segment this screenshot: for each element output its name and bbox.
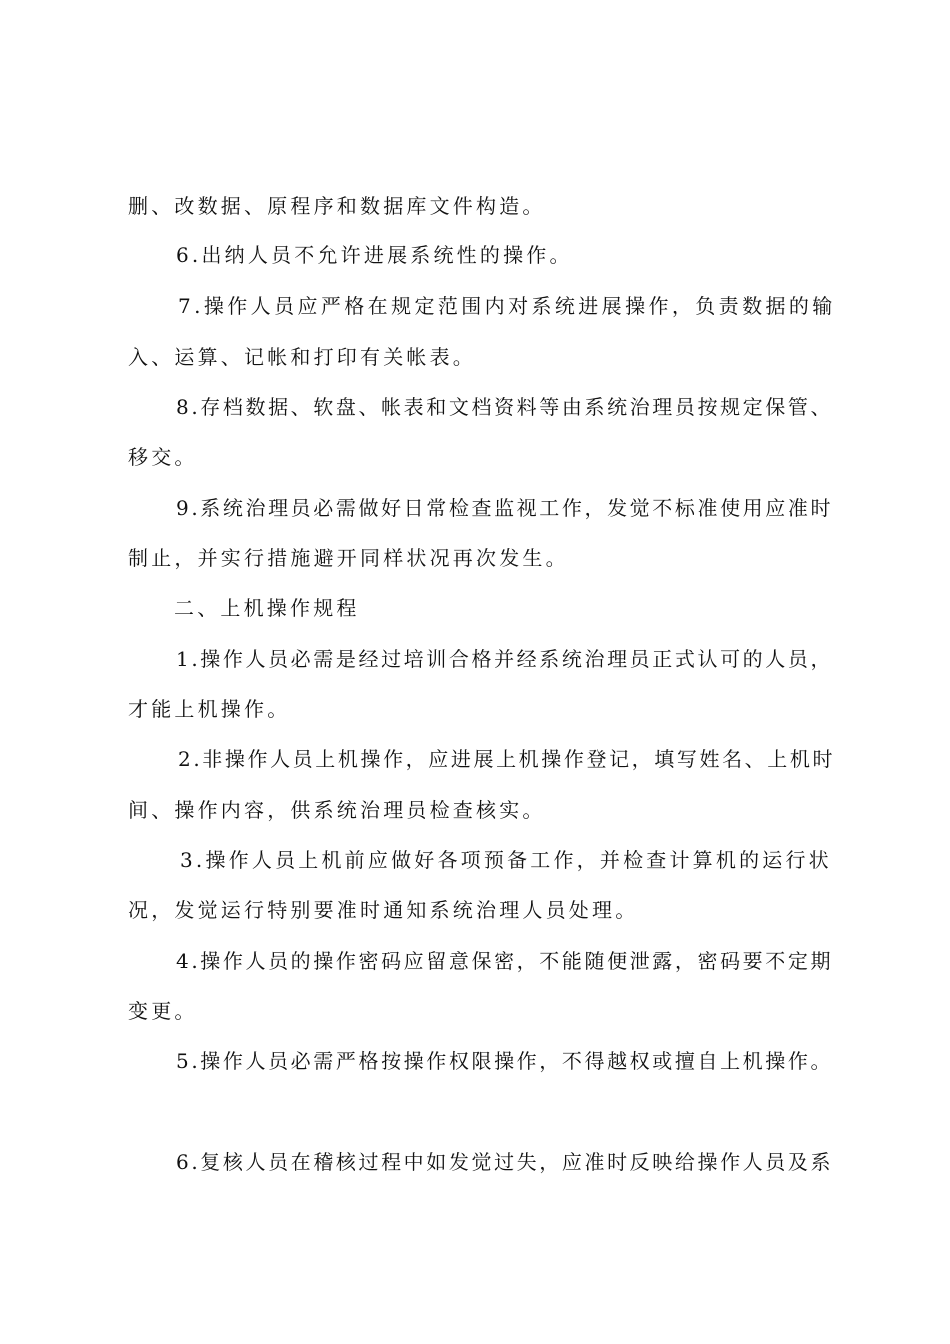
section-heading: 二、上机操作规程 (174, 596, 360, 620)
text-line: 删、改数据、原程序和数据库文件构造。 (128, 194, 546, 218)
text-line: 况，发觉运行特别要准时通知系统治理人员处理。 (128, 898, 639, 922)
text-line: 8.存档数据、软盘、帐表和文档资料等由系统治理员按规定保管、 (176, 395, 834, 419)
text-line: 变更。 (128, 999, 198, 1023)
text-line: 才能上机操作。 (128, 697, 291, 721)
text-line: 9.系统治理员必需做好日常检查监视工作，发觉不标准使用应准时 (176, 496, 834, 520)
text-line: 入、运算、记帐和打印有关帐表。 (128, 345, 476, 369)
text-line: 5.操作人员必需严格按操作权限操作，不得越权或擅自上机操作。 (176, 1049, 834, 1073)
text-line: 1.操作人员必需是经过培训合格并经系统治理员正式认可的人员， (176, 647, 834, 671)
text-line: 4.操作人员的操作密码应留意保密，不能随便泄露，密码要不定期 (176, 949, 834, 973)
text-line: 移交。 (128, 445, 198, 469)
text-line: 间、操作内容，供系统治理员检查核实。 (128, 798, 546, 822)
text-line: 6.复核人员在稽核过程中如发觉过失，应准时反映给操作人员及系 (176, 1150, 834, 1174)
text-line: 制止，并实行措施避开同样状况再次发生。 (128, 546, 569, 570)
text-line: 7.操作人员应严格在规定范围内对系统进展操作，负责数据的输 (178, 294, 836, 318)
text-line: 6.出纳人员不允许进展系统性的操作。 (176, 243, 573, 267)
text-line: 3.操作人员上机前应做好各项预备工作，并检查计算机的运行状 (180, 848, 832, 872)
text-line: 2.非操作人员上机操作，应进展上机操作登记，填写姓名、上机时 (178, 747, 836, 771)
